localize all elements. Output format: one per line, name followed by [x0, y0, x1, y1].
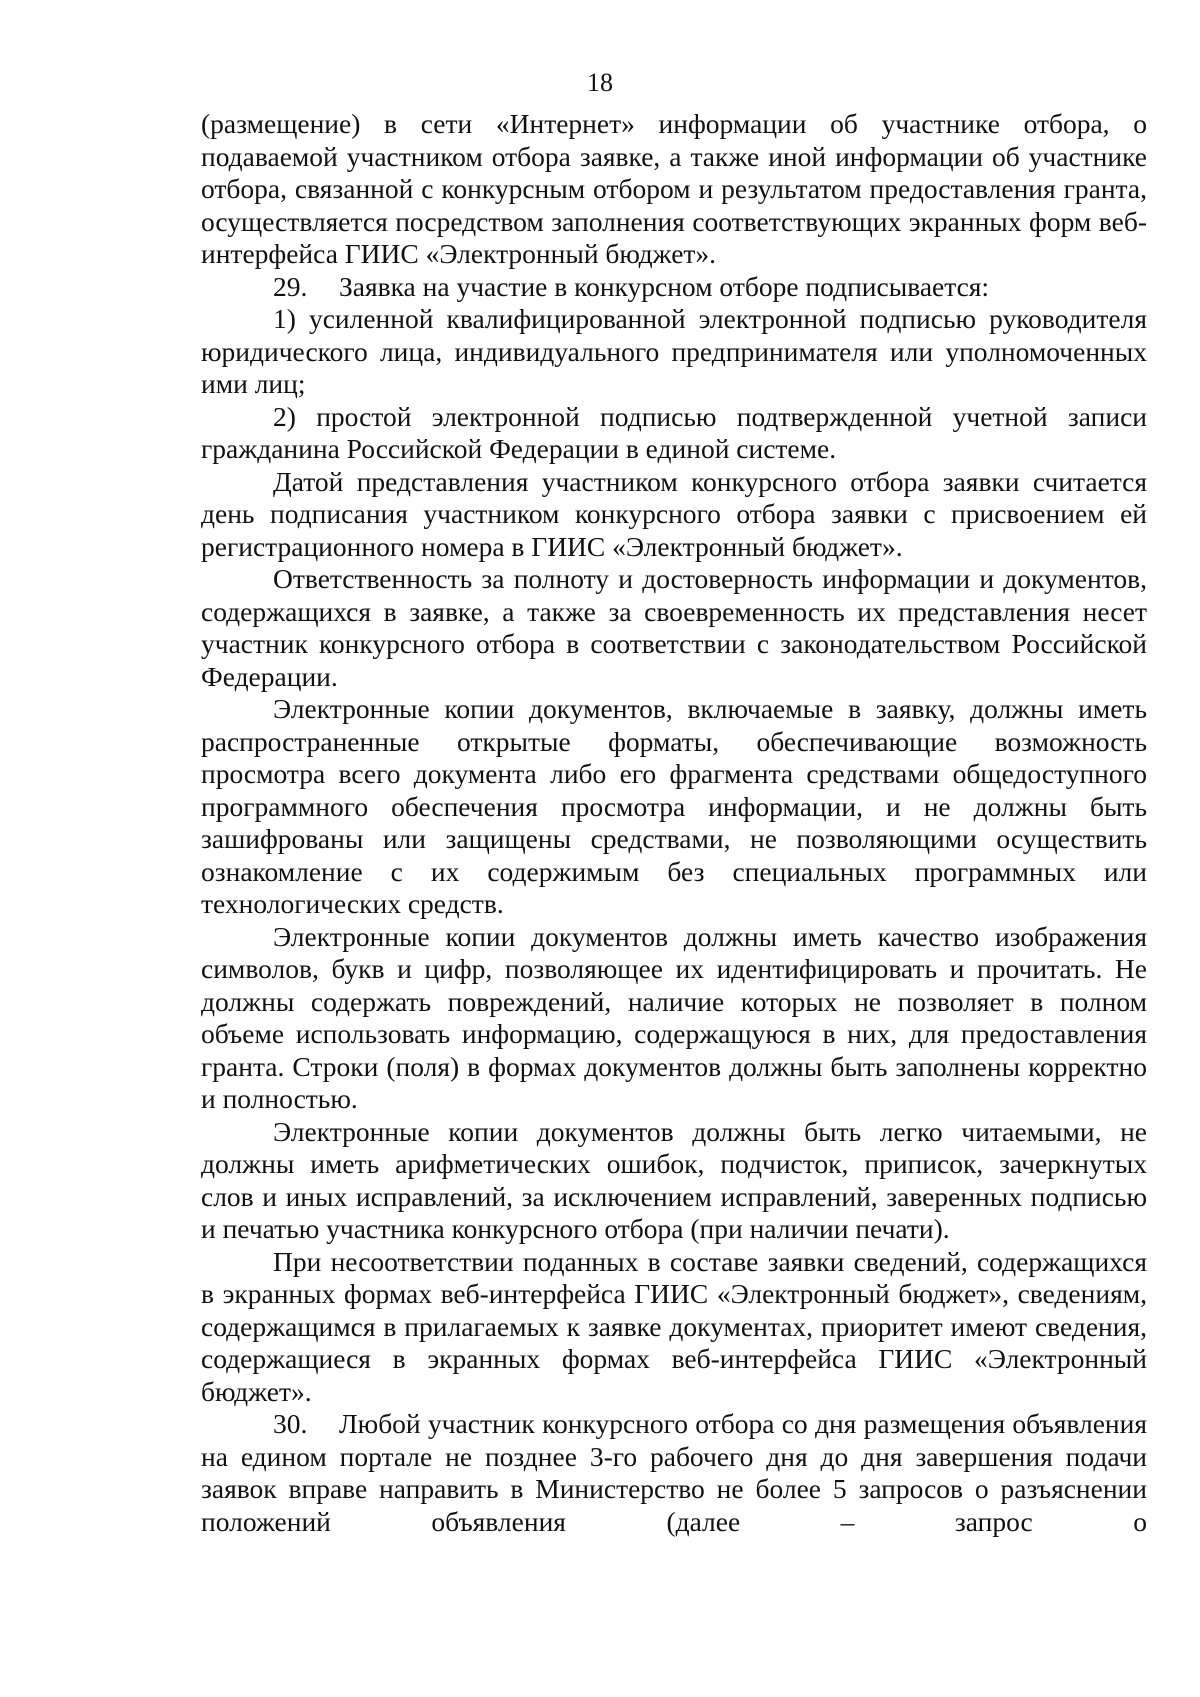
paragraph-responsibility: Ответственность за полноту и достоверность информации и документов, содержащихся в заявке, а также за своевременность их представления несет участник конкурсного отбора в соответствии с законодательством Российской Федерации.: [201, 563, 1147, 692]
paragraph-item-29: [201, 271, 1147, 304]
body-text: [201, 108, 1147, 1538]
page-number: 18: [587, 68, 613, 97]
paragraph-continuation: (размещение) в сети «Интернет» информации об участнике отбора, о подаваемой участником отбора заявке, а также иной информации об участнике отбора, связанной с конкурсным отбором и результатом предоставления гранта, осуществляется посредством заполнения соответствующих экранных форм веб-интерфейса ГИИС «Электронный бюджет».: [201, 108, 1147, 269]
paragraph-item-30: [201, 1408, 1147, 1538]
item-text: Любой участник конкурсного отбора со дня размещения объявления на едином портале не позднее 3-го рабочего дня до дня завершения подачи заявок вправе направить в Министерство не более 5 запросов о разъяснении положений объявления (далее – запрос о: [201, 1408, 1147, 1537]
paragraph-image-quality: Электронные копии документов должны иметь качество изображения символов, букв и цифр, позволяющее их идентифицировать и прочитать. Не должны содержать повреждений, наличие которых не позволяет в полном объеме использовать информацию, содержащуюся в них, для предоставления гранта. Строки (поля) в формах документов должны быть заполнены корректно и полностью.: [201, 920, 1147, 1114]
paragraph-electronic-formats: Электронные копии документов, включаемые в заявку, должны иметь распространенные открытые форматы, обеспечивающие возможность просмотра всего документа либо его фрагмента средствами общедоступного программного обеспечения просмотра информации, и не должны быть зашифрованы или защищены средствами, не позволяющими осуществить ознакомление с их содержимым без специальных программных или технологических средств.: [201, 693, 1147, 919]
paragraph-readability: Электронные копии документов должны быть легко читаемыми, не должны иметь арифметических ошибок, подчисток, приписок, зачеркнутых слов и иных исправлений, за исключением исправлений, заверенных подписью и печатью участника конкурсного отбора (при наличии печати).: [201, 1115, 1147, 1244]
paragraph-subitem-1: 1) усиленной квалифицированной электронной подписью руководителя юридического лица, индивидуального предпринимателя или уполномоченных ими лиц;: [201, 303, 1147, 399]
paragraph-submission-date: Датой представления участником конкурсного отбора заявки считается день подписания участником конкурсного отбора заявки с присвоением ей регистрационного номера в ГИИС «Электронный бюджет».: [201, 465, 1147, 562]
item-number: 30.: [273, 1408, 308, 1439]
paragraph-priority: При несоответствии поданных в составе заявки сведений, содержащихся в экранных формах веб-интерфейса ГИИС «Электронный бюджет», сведениям, содержащимся в прилагаемых к заявке документах, приоритет имеют сведения, содержащиеся в экранных формах веб-интерфейса ГИИС «Электронный бюджет».: [201, 1245, 1147, 1407]
item-number: 29.: [273, 270, 308, 302]
paragraph-subitem-2: 2) простой электронной подписью подтвержденной учетной записи гражданина Российской Федерации в единой системе.: [201, 400, 1147, 464]
item-text: Заявка на участие в конкурсном отборе подписывается:: [339, 270, 990, 302]
